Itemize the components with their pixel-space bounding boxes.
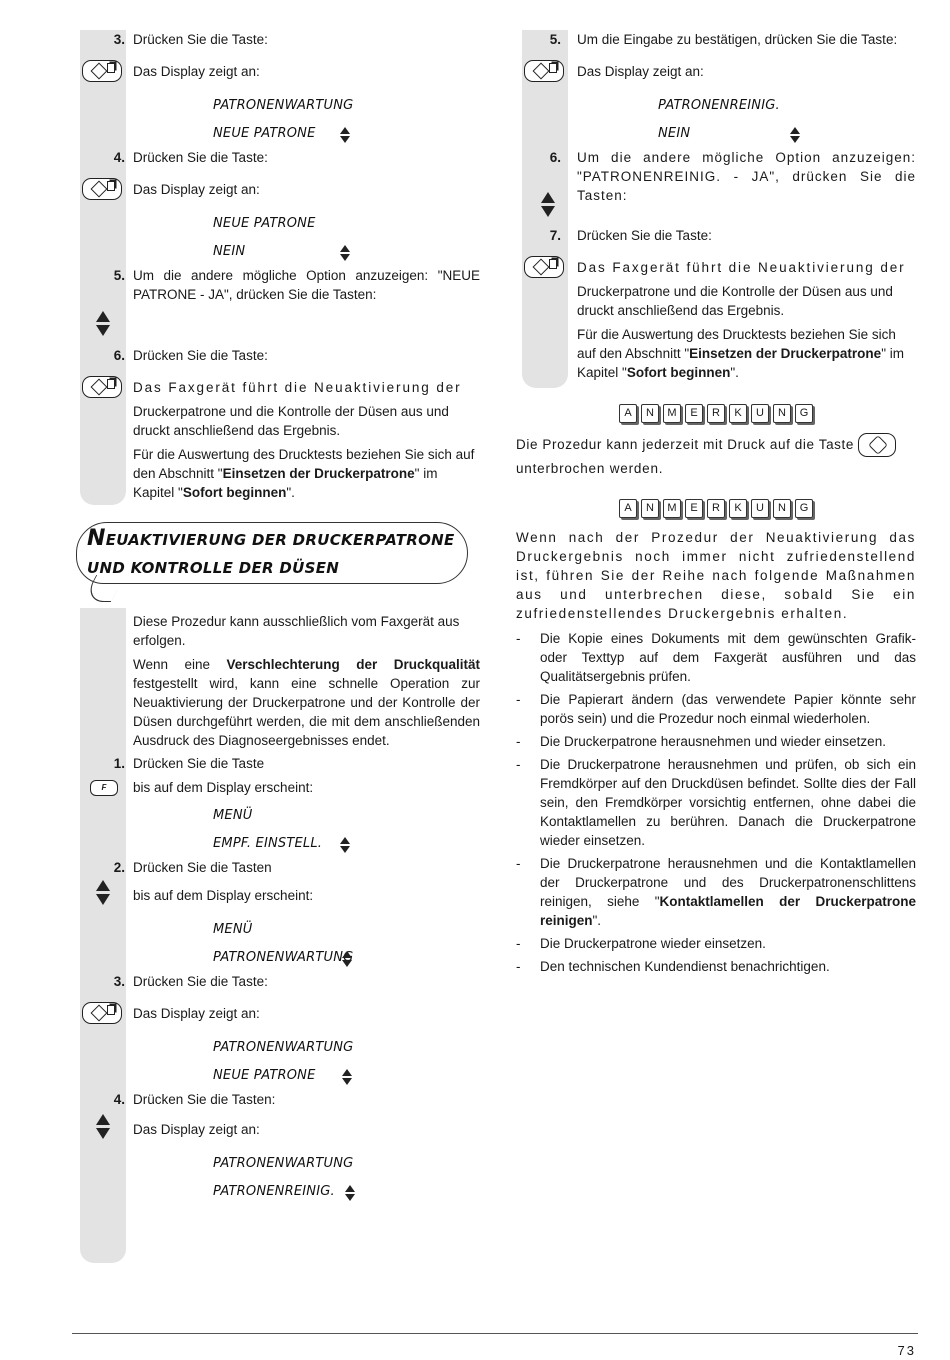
paragraph: Druckerpatrone und die Kontrolle der Düsen aus und druckt anschließend das Ergebnis. — [133, 404, 449, 438]
lcd-line: PATRONENWARTUNG — [213, 98, 354, 113]
step-number: 2. — [113, 860, 125, 875]
step-text: Drücken Sie die Taste: — [133, 32, 268, 47]
step-text: Drücken Sie die Taste: — [133, 150, 268, 165]
lcd-text: NEUE PATRONE — [213, 126, 316, 141]
step-text: bis auf dem Display erscheint: — [133, 780, 314, 795]
step-number: 5. — [549, 32, 561, 47]
up-down-arrow-keys-icon — [96, 880, 110, 906]
start-copy-key-icon — [82, 60, 122, 82]
paragraph: Diese Prozedur kann ausschließlich vom Faxgerät aus erfolgen. — [133, 614, 460, 648]
step-text: Drücken Sie die Taste: — [577, 228, 712, 243]
stop-key-icon — [858, 433, 896, 457]
lcd-line-with-arrows — [80, 1178, 480, 1206]
step-text: Das Display zeigt an: — [133, 182, 260, 197]
until-display — [80, 778, 480, 802]
paragraph: unterbrochen werden. — [516, 461, 664, 477]
start-copy-key-icon — [82, 1002, 122, 1024]
step-3-b — [80, 972, 480, 1004]
step-text: Drücken Sie die Taste — [133, 756, 265, 771]
display-shows — [80, 62, 480, 92]
footer-divider — [72, 1333, 918, 1334]
arrow-keys-row — [80, 310, 480, 346]
step-number: 4. — [113, 1092, 125, 1107]
list-item: - Die Druckerpatrone herausnehmen und wieder einsetzen. — [516, 732, 916, 751]
measures-list — [516, 629, 916, 976]
lcd-text: PATRONENREINIG. — [213, 1184, 335, 1199]
lcd-text: EMPF. EINSTELL. — [213, 836, 323, 851]
page-number: 73 — [897, 1343, 916, 1358]
evaluation-note — [80, 445, 480, 502]
up-down-arrow-icon — [340, 127, 350, 145]
fax-executes — [516, 258, 916, 282]
paragraph: Wenn eine Verschlechterung der Druckqualität festgestellt wird, kann eine schnelle Operation zur Neuaktivierung der Druckerpatrone und der Kontrolle der Düsen durchgeführt werden, die mit dem anschließenden Ausdruck des Diagnoseergebnisses endet. — [133, 657, 480, 748]
lcd-line: PATRONENREINIG. — [658, 98, 780, 113]
list-item: - Die Kopie eines Dokuments mit dem gewünschten Grafik- oder Texttyp auf dem Faxgerät ausführen und das Qualitätsergebnis prüfen. — [516, 629, 916, 686]
list-item: - Die Druckerpatrone wieder einsetzen. — [516, 934, 916, 953]
step-text: Das Display zeigt an: — [133, 1006, 260, 1021]
list-item: - Den technischen Kundendienst benachrichtigen. — [516, 957, 916, 976]
step-number: 5. — [113, 268, 125, 283]
step-text: Drücken Sie die Tasten — [133, 860, 272, 875]
lcd-line: MENÜ — [213, 922, 253, 937]
paragraph: Die Prozedur kann jederzeit mit Druck auf die Taste — [516, 437, 854, 452]
up-down-arrow-icon — [345, 1185, 355, 1203]
lcd-line-with-arrows — [80, 944, 480, 972]
start-copy-key-icon — [524, 256, 564, 278]
lcd-line-with-arrows — [80, 120, 480, 148]
step-number: 6. — [113, 348, 125, 363]
paragraph: Für die Auswertung des Drucktests beziehen Sie sich auf den Abschnitt "Einsetzen der Druckerpatrone" im Kapitel "Sofort beginnen". — [133, 447, 475, 500]
display-shows — [516, 62, 916, 92]
note-heading: A N M E R K U N G — [516, 497, 916, 518]
step-number: 6. — [549, 150, 561, 165]
step-number: 3. — [113, 974, 125, 989]
step-text: Das Display zeigt an: — [133, 1122, 260, 1137]
lcd-text: PATRONENWARTUNG — [213, 950, 354, 965]
paragraph: Für die Auswertung des Drucktests beziehen Sie sich auf den Abschnitt "Einsetzen der Druckerpatrone" im Kapitel "Sofort beginnen". — [577, 327, 904, 380]
heading-line-1: NEUAKTIVIERUNG DER DRUCKERPATRONE — [87, 526, 455, 551]
lcd-line: MENÜ — [213, 808, 253, 823]
display-shows — [80, 180, 480, 210]
start-copy-key-icon — [524, 60, 564, 82]
list-item: - Die Druckerpatrone herausnehmen und prüfen, ob sich ein Fremdkörper auf den Druckdüsen befindet. Sollte dies der Fall sein, den Fremdkörper vorsichtig entfernen, ohne dabei die Kontaktlamellen zu berühren. Danach die Druckerpatrone wieder einsetzen. — [516, 755, 916, 850]
step-text: Das Display zeigt an: — [577, 64, 704, 79]
up-down-arrow-icon — [340, 245, 350, 263]
step-text: Das Faxgerät führt die Neuaktivierung der — [577, 260, 906, 275]
step-6 — [80, 346, 480, 378]
step-text: Drücken Sie die Tasten: — [133, 1092, 276, 1107]
fax-executes — [80, 378, 480, 402]
up-down-arrow-icon — [342, 951, 352, 969]
left-column — [80, 30, 480, 1206]
step-number: 3. — [113, 32, 125, 47]
note-heading: A N M E R K U N G — [516, 402, 916, 423]
step-number: 4. — [113, 150, 125, 165]
start-copy-key-icon — [82, 178, 122, 200]
result-text — [80, 402, 480, 440]
note-1 — [516, 433, 916, 481]
step-text: Drücken Sie die Taste: — [133, 348, 268, 363]
paragraph: Wenn nach der Prozedur der Neuaktivierung das Druckergebnis noch immer nicht zufriedenstellend ist, führen Sie der Reihe nach folgende Maßnahmen aus und unterbrechen diese, sobald Sie ein zufriedenstellendes Druckergebnis erhalten. — [516, 530, 916, 622]
display-shows — [80, 1120, 480, 1150]
lcd-line-with-arrows — [516, 120, 916, 148]
step-text: Das Faxgerät führt die Neuaktivierung der — [133, 380, 462, 395]
heading-line-2: UND KONTROLLE DER DÜSEN — [87, 559, 340, 577]
intro-paragraph-2 — [80, 655, 480, 750]
step-text: Das Display zeigt an: — [133, 64, 260, 79]
lcd-line: PATRONENWARTUNG — [213, 1156, 354, 1171]
list-item: - Die Papierart ändern (das verwendete Papier könnte sehr porös sein) und die Prozedur noch einmal wiederholen. — [516, 690, 916, 728]
start-copy-key-icon — [82, 376, 122, 398]
lcd-text: NEIN — [658, 126, 691, 141]
lcd-text: NEUE PATRONE — [213, 1068, 316, 1083]
lcd-line-with-arrows — [80, 238, 480, 266]
result-text — [516, 282, 916, 320]
lcd-line-with-arrows — [80, 830, 480, 858]
up-down-arrow-icon — [342, 1069, 352, 1087]
step-text: Um die andere mögliche Option anzuzeigen: "NEUE PATRONE - JA", drücken Sie die Tasten: — [133, 268, 480, 302]
step-text: Drücken Sie die Taste: — [133, 974, 268, 989]
step-text: Um die andere mögliche Option anzuzeigen: "PATRONENREINIG. - JA", drücken Sie die Tasten: — [577, 150, 916, 203]
step-2 — [80, 858, 480, 886]
step-3 — [80, 30, 480, 62]
step-text: Um die Eingabe zu bestätigen, drücken Sie die Taste: — [577, 32, 898, 47]
up-down-arrow-keys-icon — [541, 192, 555, 218]
up-down-arrow-keys-icon — [96, 311, 110, 337]
step-6-right — [516, 148, 916, 203]
arrow-keys-row — [516, 192, 916, 226]
step-5-right — [516, 30, 916, 62]
step-number: 1. — [113, 756, 125, 771]
right-column — [516, 30, 916, 980]
step-4 — [80, 148, 480, 180]
step-1 — [80, 754, 480, 778]
step-7-right — [516, 226, 916, 258]
section-heading — [76, 522, 468, 584]
until-display — [80, 886, 480, 916]
lcd-line: PATRONENWARTUNG — [213, 1040, 354, 1055]
lcd-line: NEUE PATRONE — [213, 216, 316, 231]
up-down-arrow-icon — [790, 127, 800, 145]
evaluation-note — [516, 325, 916, 382]
up-down-arrow-keys-icon — [96, 1114, 110, 1140]
function-key-icon: F — [90, 780, 118, 796]
step-5 — [80, 266, 480, 310]
lcd-line-with-arrows — [80, 1062, 480, 1090]
paragraph: Druckerpatrone und die Kontrolle der Düsen aus und druckt anschließend das Ergebnis. — [577, 284, 893, 318]
step-number: 7. — [549, 228, 561, 243]
list-item: - Die Druckerpatrone herausnehmen und die Kontaktlamellen der Druckerpatrone und des Druckerpatronenschlittens reinigen, siehe "Kontaktlamellen der Druckerpatrone reinigen". — [516, 854, 916, 930]
step-text: bis auf dem Display erscheint: — [133, 888, 314, 903]
intro-paragraph-1 — [80, 612, 480, 650]
step-4-b — [80, 1090, 480, 1120]
lcd-text: NEIN — [213, 244, 246, 259]
display-shows — [80, 1004, 480, 1034]
up-down-arrow-icon — [340, 837, 350, 855]
